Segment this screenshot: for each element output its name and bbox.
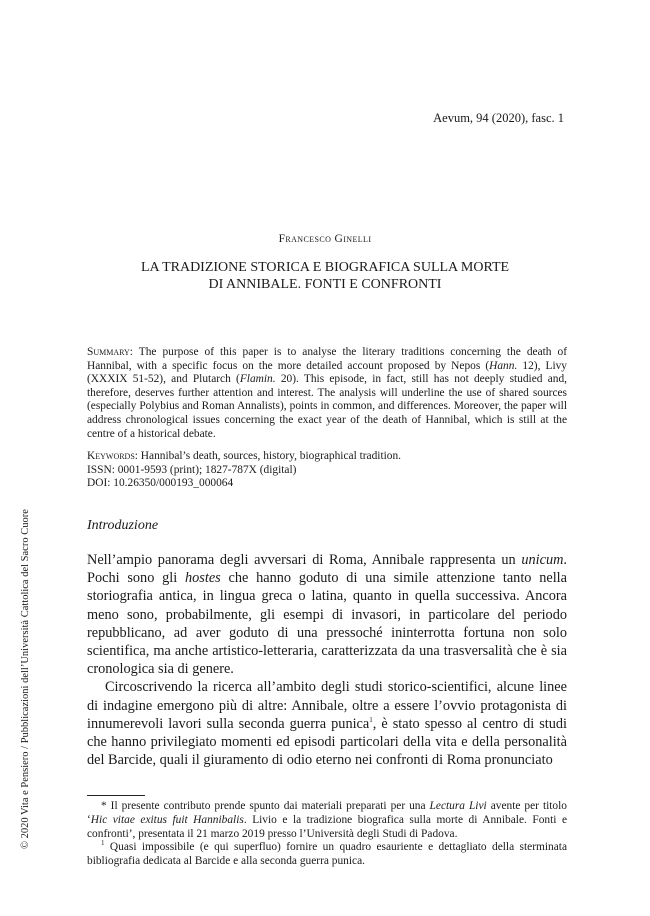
p1-italic-unicum: unicum bbox=[521, 552, 564, 568]
title-line-2: DI ANNIBALE. FONTI E CONFRONTI bbox=[208, 277, 442, 292]
p1-text-c: che hanno goduto di una simile attenzione tanto nella storiografia antica, in lingua greca o latina, quanto in quella successiva. Ancora meno sono, probabilmente, gli esempi di invasori, in particolare del periodo repubblicano, ad aver goduto di una pressoché ininterrotta fortuna non solo scientifica, ma anche artistico-letteraria, caratterizzata da una trasversalità che è sia cronologica sia di genere. bbox=[87, 570, 567, 678]
author-name: Francesco Ginelli bbox=[278, 233, 372, 245]
fn0-text-c: . Livio e la tradizione biografica sulla morte di Annibale. Fonti e confronti’, presentata il 21 marzo 2019 presso l’Università degli Studi di Padova. bbox=[87, 813, 567, 840]
journal-citation: Aevum, 94 (2020), fasc. 1 bbox=[433, 111, 564, 125]
summary-italic-2: Flamin. bbox=[239, 373, 276, 386]
body-text bbox=[87, 551, 567, 769]
fn1-text: Quasi impossibile (e qui superfluo) fornire un quadro esauriente e dettagliato della sterminata bibliografia dedicata al Barcide e alla seconda guerra punica. bbox=[87, 841, 567, 868]
summary-label: Summary: bbox=[87, 346, 133, 358]
keywords-block bbox=[87, 450, 567, 491]
summary-text-1: The purpose of this paper is to analyse the literary traditions concerning the death of Hannibal, with a specific focus on the more detailed account proposed by Nepos ( bbox=[87, 346, 567, 372]
article-title bbox=[120, 259, 530, 293]
footnote-rule bbox=[87, 795, 145, 796]
copyright-side-note: © 2020 Vita e Pensiero / Pubblicazioni dell’Università Cattolica del Sacro Cuore bbox=[20, 509, 31, 849]
summary-text-2: 12), Livy (XXXIX 51-52), and Plutarch ( bbox=[87, 359, 567, 386]
fn0-text-a: * Il presente contributo prende spunto dai materiali preparati per una bbox=[101, 800, 430, 812]
summary-italic-1: Hann. bbox=[489, 359, 518, 372]
fn0-text-b: avente per titolo ‘ bbox=[87, 800, 567, 826]
keywords-label: Keywords: bbox=[87, 450, 138, 462]
p1-text-b: . Pochi sono gli bbox=[87, 552, 567, 587]
footnote-1 bbox=[87, 841, 567, 869]
summary-block bbox=[87, 346, 567, 441]
p1-text-a: Nell’ampio panorama degli avversari di Roma, Annibale rappresenta un bbox=[87, 552, 522, 568]
p1-italic-hostes: hostes bbox=[184, 570, 221, 587]
p2-text-b: , è stato spesso al centro di studi che hanno privilegiato momenti ed episodi particolari della vita e della personalità del Barcide, quali il giuramento di odio eterno nei confronti di Roma pronunciato bbox=[87, 715, 567, 769]
keywords-text: Hannibal’s death, sources, history, biographical tradition. bbox=[137, 450, 402, 462]
footnotes bbox=[87, 800, 567, 869]
doi-line: DOI: 10.26350/000193_000064 bbox=[87, 477, 234, 490]
footnote-ref-1: 1 bbox=[369, 716, 373, 725]
title-line-1: LA TRADIZIONE STORICA E BIOGRAFICA SULLA MORTE bbox=[140, 260, 510, 275]
paragraph-2 bbox=[87, 678, 567, 769]
keywords-line bbox=[87, 450, 567, 464]
footnote-star bbox=[87, 800, 567, 841]
fn0-italic-2: Hic vitae exitus fuit Hannibalis bbox=[90, 813, 244, 826]
footnote-1-marker: 1 bbox=[101, 839, 105, 848]
paragraph-1 bbox=[87, 551, 567, 678]
issn-line: ISSN: 0001-9593 (print); 1827-787X (digital) bbox=[87, 463, 297, 476]
p2-text-a: Circoscrivendo la ricerca all’ambito degli studi storico-scientifici, alcune linee di indagine emergono più di altre: Annibale, oltre a essere l’ovvio protagonista di innumerevoli lavori sulla seconda guerra punica bbox=[87, 679, 567, 732]
summary-text-3: 20). This episode, in fact, still has not deeply studied and, therefore, deserves further attention and interest. The analysis will underline the use of shared sources (especially Polybius and Roman Annalists), points in common, and differences. Moreover, the paper will address chronological issues concerning the exact year of the death of Hannibal, which is still at the centre of a historical debate. bbox=[87, 373, 567, 440]
section-heading: Introduzione bbox=[87, 518, 159, 533]
fn0-italic-1: Lectura Livi bbox=[429, 800, 487, 812]
